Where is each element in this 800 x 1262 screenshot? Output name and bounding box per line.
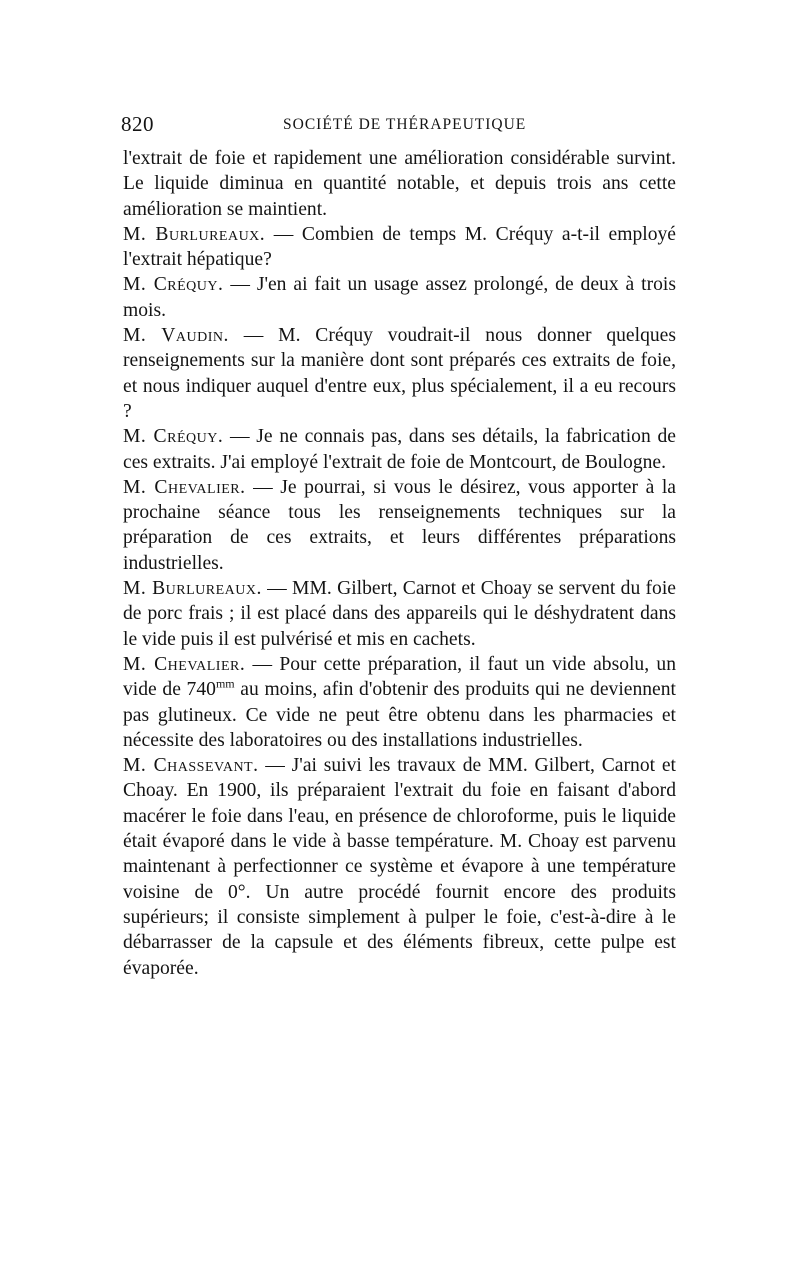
page-header [123,112,676,142]
speaker-name: M. Chevalier. [123,476,246,498]
paragraph-text: — MM. Gilbert, Carnot et Choay se servent du foie de porc frais ; il est placé dans des appareils qui le déshydratent dans le vide puis il est pulvérisé et mis en cachets. [123,578,676,650]
paragraph-text: — Je pourrai, si vous le désirez, vous apporter à la prochaine séance tous les renseignements techniques sur la préparation de ces extraits, et leurs différentes préparations industrielles. [123,476,676,574]
paragraph [123,222,676,273]
speaker-name: M. Chassevant. [123,755,259,777]
paragraph [123,753,676,981]
paragraph-text: — Je ne connais pas, dans ses détails, la fabrication de ces extraits. J'ai employé l'extrait de foie de Montcourt, de Boulogne. [123,426,676,473]
paragraph [123,652,676,753]
paragraph [123,323,676,424]
paragraph [123,272,676,323]
paragraph [123,576,676,652]
paragraph-text: — J'ai suivi les travaux de MM. Gilbert, Carnot et Choay. En 1900, ils préparaient l'extrait du foie en faisant d'abord macérer le foie dans l'eau, en présence de chloroforme, puis le liquide était évaporé dans le vide à basse température. M. Choay est parvenu maintenant à perfectionner ce système et évapore à une température voisine de 0°. Un autre procédé fournit encore des produits supérieurs; il consiste simplement à pulper le foie, c'est-à-dire à le débarrasser de la capsule et des éléments fibreux, cette pulpe est évaporée. [123,755,676,979]
speaker-name: M. Créquy. [123,426,224,448]
body-text [123,146,676,981]
book-page [123,112,676,981]
paragraph [123,424,676,475]
paragraph-text: — Combien de temps M. Créquy a-t-il employé l'extrait hépatique? [123,223,676,271]
speaker-name: M. Créquy. [123,274,224,296]
running-title: SOCIÉTÉ DE THÉRAPEUTIQUE [283,116,527,133]
paragraph [123,146,676,222]
paragraph-text: — J'en ai fait un usage assez prolongé, de deux à trois mois. [123,274,676,321]
paragraph-text: — M. Créquy voudrait-il nous donner quelques renseignements sur la manière dont sont préparés ces extraits de foie, et nous indiquer auquel d'entre eux, plus spécialement, il a eu recours ? [123,325,676,422]
page-number: 820 [121,112,154,136]
speaker-name: M. Chevalier. [123,653,246,675]
speaker-name: M. Burlureaux. [123,223,266,245]
speaker-name: M. Vaudin. [123,325,229,347]
paragraph-text: l'extrait de foie et rapidement une amélioration considérable survint. Le liquide diminua en quantité notable, et depuis trois ans cette amélioration se maintient. [123,148,676,220]
paragraph [123,475,676,576]
superscript-unit: mm [215,676,235,691]
paragraph-text: — Pour cette préparation, il faut un vide absolu, un vide de 740 [123,653,676,701]
paragraph-text: au moins, afin d'obtenir des produits qui ne deviennent pas glutineux. Ce vide ne peut être obtenu dans les pharmacies et nécessite des laboratoires ou des installations industrielles. [123,679,676,751]
speaker-name: M. Burlureaux. [123,578,262,600]
